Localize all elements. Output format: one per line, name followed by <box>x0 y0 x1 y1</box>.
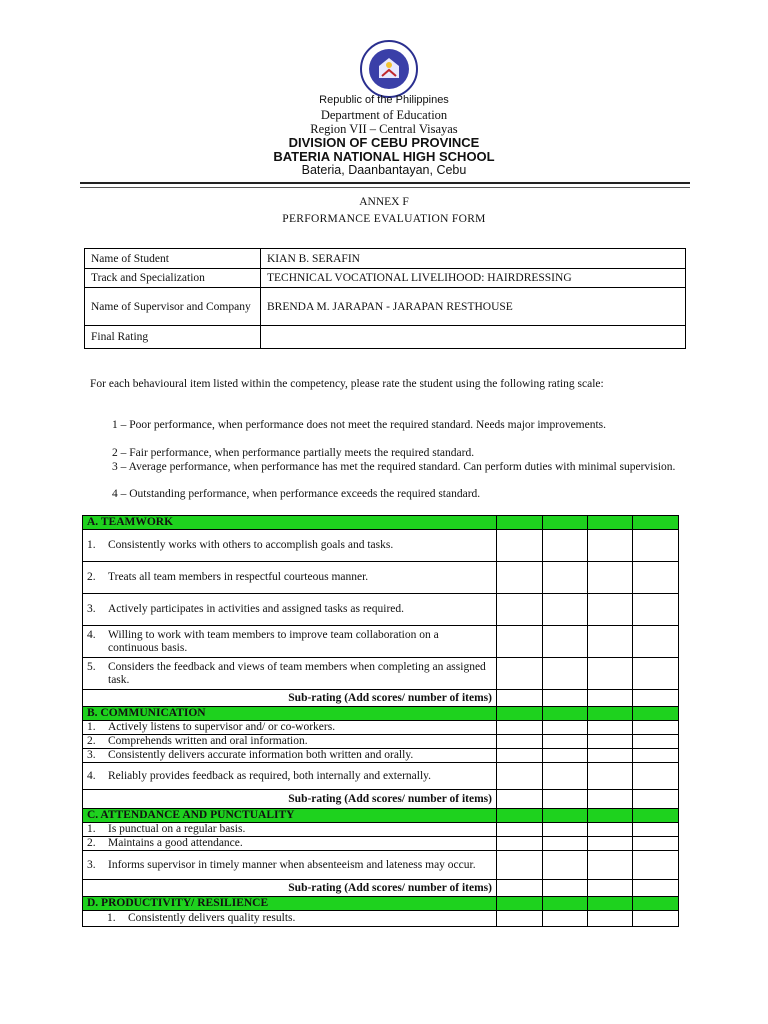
item-row <box>83 594 679 626</box>
rating-cell[interactable] <box>543 763 588 790</box>
rating-cell[interactable] <box>633 823 679 837</box>
school-address: Bateria, Daanbantayan, Cebu <box>301 163 467 177</box>
scale-item-3: 3 – Average performance, when performance has met the required standard. Can perform duties with minimal supervision. <box>112 461 676 473</box>
rating-cell[interactable] <box>497 690 543 707</box>
rating-cell <box>633 516 679 530</box>
annex-label: ANNEX F <box>359 196 409 208</box>
student-name-value[interactable]: KIAN B. SERAFIN <box>261 249 686 269</box>
rating-cell[interactable] <box>588 626 633 658</box>
item-cell <box>83 837 497 851</box>
item-text: Willing to work with team members to improve team collaboration on a continuous basis. <box>108 629 439 654</box>
item-cell <box>83 851 497 880</box>
rating-cell <box>543 707 588 721</box>
rating-cell[interactable] <box>588 690 633 707</box>
rating-cell[interactable] <box>588 658 633 690</box>
item-cell <box>83 749 497 763</box>
rating-cell[interactable] <box>497 880 543 897</box>
rating-cell[interactable] <box>497 790 543 809</box>
info-row-student <box>85 249 686 269</box>
item-cell <box>83 911 497 927</box>
item-cell <box>83 530 497 562</box>
rating-cell <box>497 707 543 721</box>
rating-cell[interactable] <box>497 851 543 880</box>
rating-cell[interactable] <box>633 721 679 735</box>
item-row <box>83 911 679 927</box>
rating-cell[interactable] <box>543 562 588 594</box>
section-title: B. COMMUNICATION <box>83 707 497 721</box>
item-cell <box>83 735 497 749</box>
supervisor-value[interactable]: BRENDA M. JARAPAN - JARAPAN RESTHOUSE <box>261 288 686 326</box>
section-header-productivity <box>83 897 679 911</box>
item-row <box>83 530 679 562</box>
rating-cell[interactable] <box>588 823 633 837</box>
rating-cell[interactable] <box>543 880 588 897</box>
item-text: Actively participates in activities and assigned tasks as required. <box>108 603 405 616</box>
rating-cell[interactable] <box>633 594 679 626</box>
rating-cell[interactable] <box>633 790 679 809</box>
item-cell <box>83 658 497 690</box>
final-rating-label: Final Rating <box>85 326 261 349</box>
rating-cell[interactable] <box>633 837 679 851</box>
item-row <box>83 749 679 763</box>
item-cell <box>83 721 497 735</box>
rating-cell[interactable] <box>633 626 679 658</box>
rating-cell[interactable] <box>588 837 633 851</box>
info-row-track <box>85 269 686 288</box>
info-row-supervisor <box>85 288 686 326</box>
section-title: A. TEAMWORK <box>83 516 497 530</box>
rating-cell[interactable] <box>633 763 679 790</box>
item-row <box>83 562 679 594</box>
rating-cell[interactable] <box>497 911 543 927</box>
header-rule <box>80 182 690 184</box>
rating-cell[interactable] <box>633 562 679 594</box>
item-number: 3. <box>87 749 96 762</box>
rating-cell[interactable] <box>543 530 588 562</box>
rating-cell[interactable] <box>543 790 588 809</box>
item-text: Comprehends written and oral information. <box>108 735 308 748</box>
item-text: Consistently delivers accurate information both written and orally. <box>108 749 414 762</box>
rating-instructions: For each behavioural item listed within the competency, please rate the student using the following rating scale: <box>90 378 604 390</box>
item-row <box>83 735 679 749</box>
rating-cell <box>633 707 679 721</box>
rating-cell[interactable] <box>588 790 633 809</box>
item-number: 1. <box>87 721 96 734</box>
division-line: DIVISION OF CEBU PROVINCE <box>288 135 480 150</box>
rating-cell[interactable] <box>543 749 588 763</box>
track-label: Track and Specialization <box>85 269 261 288</box>
rating-cell[interactable] <box>497 658 543 690</box>
item-text: Maintains a good attendance. <box>108 837 243 850</box>
rating-cell[interactable] <box>497 749 543 763</box>
section-header-teamwork <box>83 516 679 530</box>
rating-cell[interactable] <box>543 735 588 749</box>
rating-cell[interactable] <box>588 562 633 594</box>
rating-cell[interactable] <box>588 530 633 562</box>
rating-cell[interactable] <box>633 749 679 763</box>
rating-cell <box>633 809 679 823</box>
item-number: 1. <box>107 912 116 925</box>
rating-cell[interactable] <box>497 626 543 658</box>
item-row <box>83 823 679 837</box>
rating-cell[interactable] <box>543 823 588 837</box>
item-number: 3. <box>87 603 96 616</box>
item-cell <box>83 594 497 626</box>
form-title: PERFORMANCE EVALUATION FORM <box>282 213 486 225</box>
supervisor-label: Name of Supervisor and Company <box>85 288 261 326</box>
rating-cell[interactable] <box>588 880 633 897</box>
evaluation-table <box>82 515 679 927</box>
item-number: 4. <box>87 769 96 782</box>
rating-cell <box>543 809 588 823</box>
item-text: Is punctual on a regular basis. <box>108 823 246 836</box>
item-number: 1. <box>87 539 96 552</box>
subrating-label: Sub-rating (Add scores/ number of items) <box>83 690 497 707</box>
rating-cell[interactable] <box>633 658 679 690</box>
student-name-label: Name of Student <box>85 249 261 269</box>
rating-cell[interactable] <box>633 880 679 897</box>
item-row <box>83 658 679 690</box>
rating-cell[interactable] <box>588 911 633 927</box>
rating-cell[interactable] <box>497 735 543 749</box>
item-row <box>83 851 679 880</box>
info-row-final-rating <box>85 326 686 349</box>
rating-cell[interactable] <box>543 837 588 851</box>
header-rule-thin <box>80 187 690 188</box>
rating-cell[interactable] <box>588 735 633 749</box>
item-text: Consistently delivers quality results. <box>128 912 296 925</box>
item-row <box>83 763 679 790</box>
rating-cell[interactable] <box>543 594 588 626</box>
item-text: Actively listens to supervisor and/ or co-workers. <box>108 721 336 734</box>
scale-item-2: 2 – Fair performance, when performance partially meets the required standard. <box>112 447 475 459</box>
rating-cell[interactable] <box>497 530 543 562</box>
rating-cell <box>588 897 633 911</box>
scale-item-1: 1 – Poor performance, when performance does not meet the required standard. Needs major improvements. <box>112 419 607 431</box>
rating-cell[interactable] <box>588 763 633 790</box>
rating-cell[interactable] <box>588 594 633 626</box>
rating-cell[interactable] <box>543 658 588 690</box>
rating-cell[interactable] <box>543 851 588 880</box>
deped-seal-icon <box>360 40 418 98</box>
item-cell <box>83 763 497 790</box>
republic-line: Republic of the Philippines <box>319 94 449 106</box>
rating-cell[interactable] <box>588 721 633 735</box>
rating-cell[interactable] <box>543 626 588 658</box>
item-number: 5. <box>87 661 96 673</box>
item-cell <box>83 626 497 658</box>
rating-cell <box>588 516 633 530</box>
item-row <box>83 721 679 735</box>
track-value[interactable]: TECHNICAL VOCATIONAL LIVELIHOOD: HAIRDRESSING <box>261 269 686 288</box>
department-line: Department of Education <box>320 108 448 122</box>
item-number: 2. <box>87 735 96 748</box>
rating-cell <box>497 809 543 823</box>
rating-cell[interactable] <box>497 823 543 837</box>
subrating-row <box>83 690 679 707</box>
subrating-row <box>83 880 679 897</box>
rating-cell[interactable] <box>497 837 543 851</box>
item-number: 1. <box>87 823 96 836</box>
section-title: D. PRODUCTIVITY/ RESILIENCE <box>83 897 497 911</box>
rating-cell <box>633 897 679 911</box>
item-number: 3. <box>87 858 96 871</box>
region-line: Region VII – Central Visayas <box>310 122 458 136</box>
item-cell <box>83 562 497 594</box>
rating-cell[interactable] <box>497 721 543 735</box>
school-name: BATERIA NATIONAL HIGH SCHOOL <box>273 149 495 164</box>
item-text: Informs supervisor in timely manner when absenteeism and lateness may occur. <box>108 858 476 871</box>
rating-cell <box>543 516 588 530</box>
rating-cell[interactable] <box>543 690 588 707</box>
rating-cell[interactable] <box>497 763 543 790</box>
item-text: Considers the feedback and views of team members when completing an assigned task. <box>108 661 486 686</box>
rating-cell <box>588 707 633 721</box>
rating-cell[interactable] <box>633 911 679 927</box>
rating-cell[interactable] <box>543 911 588 927</box>
rating-cell <box>497 516 543 530</box>
item-number: 4. <box>87 629 96 641</box>
rating-cell[interactable] <box>633 530 679 562</box>
rating-cell[interactable] <box>543 721 588 735</box>
rating-cell[interactable] <box>633 735 679 749</box>
rating-cell[interactable] <box>633 690 679 707</box>
item-cell <box>83 823 497 837</box>
item-row <box>83 837 679 851</box>
rating-cell[interactable] <box>497 594 543 626</box>
rating-cell[interactable] <box>588 851 633 880</box>
subrating-label: Sub-rating (Add scores/ number of items) <box>83 880 497 897</box>
rating-cell[interactable] <box>497 562 543 594</box>
item-text: Treats all team members in respectful courteous manner. <box>108 571 369 584</box>
subrating-label: Sub-rating (Add scores/ number of items) <box>83 790 497 809</box>
item-row <box>83 626 679 658</box>
rating-cell <box>497 897 543 911</box>
scale-item-4: 4 – Outstanding performance, when performance exceeds the required standard. <box>112 488 481 500</box>
rating-cell <box>543 897 588 911</box>
section-header-attendance <box>83 809 679 823</box>
item-number: 2. <box>87 837 96 850</box>
final-rating-value[interactable] <box>261 326 686 349</box>
student-info-table <box>84 248 686 349</box>
rating-cell <box>588 809 633 823</box>
subrating-row <box>83 790 679 809</box>
item-text: Reliably provides feedback as required, both internally and externally. <box>108 769 432 782</box>
section-header-communication <box>83 707 679 721</box>
rating-cell[interactable] <box>588 749 633 763</box>
rating-cell[interactable] <box>633 851 679 880</box>
item-text: Consistently works with others to accomplish goals and tasks. <box>108 539 394 552</box>
item-number: 2. <box>87 571 96 584</box>
section-title: C. ATTENDANCE AND PUNCTUALITY <box>83 809 497 823</box>
